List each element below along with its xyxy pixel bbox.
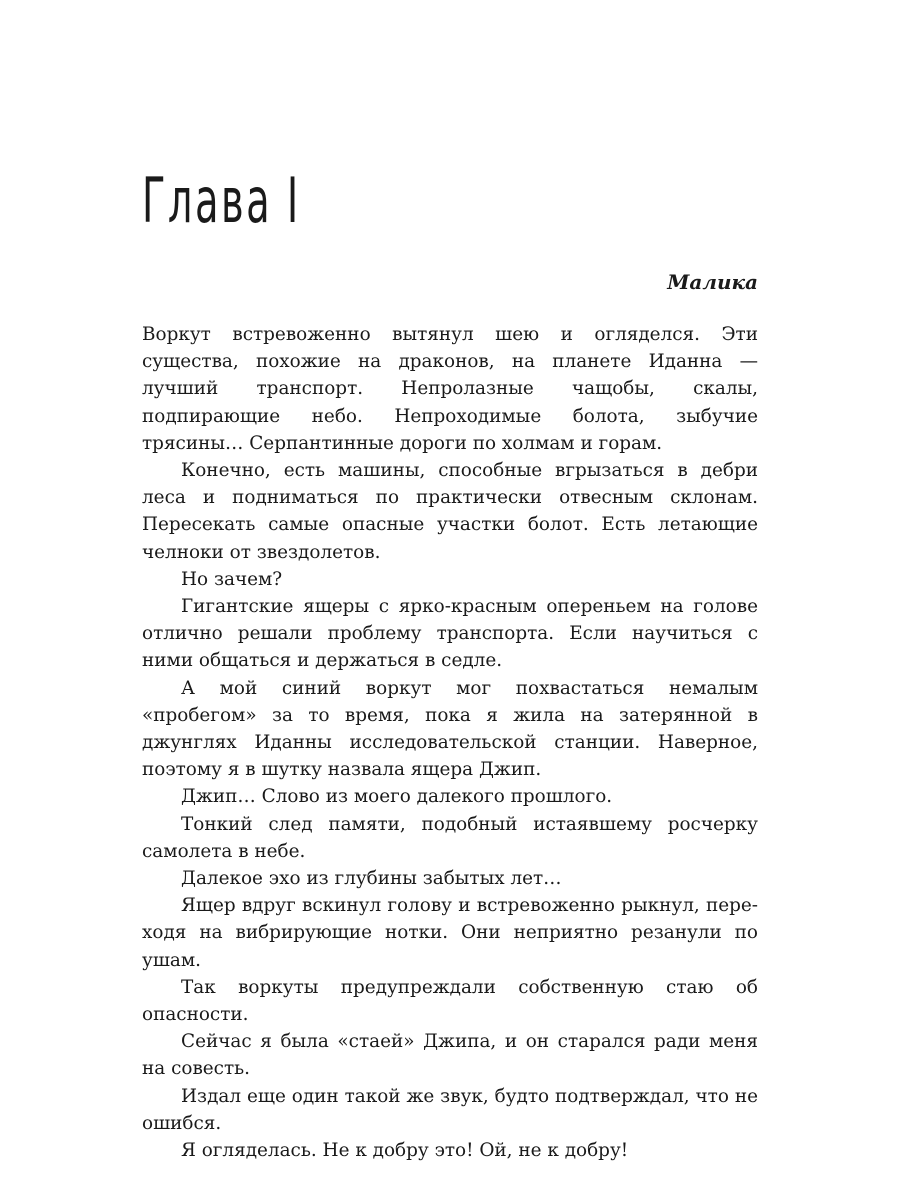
paragraph: А мой синий воркут мог похвастаться немалым «пробегом» за то время, пока я жила на затерянной в джунглях Иданны исследовательской станции. Наверное, поэтому я в шутку назвала ящера Джип.	[142, 677, 758, 781]
narrator-name: Малика	[667, 270, 758, 294]
paragraph: Сейчас я была «стаей» Джипа, и он старался ради меня на совесть.	[142, 1031, 758, 1080]
chapter-title: Глава I	[142, 164, 301, 237]
paragraph: Но зачем?	[181, 568, 283, 590]
paragraph: Конечно, есть машины, способные вгрызаться в дебри леса и подниматься по практически отвесным склонам. Пересекать самые опасные участки болот. Есть летающие челноки от звездолетов.	[142, 460, 758, 563]
paragraph: Так воркуты предупреждали собственную стаю об опасности.	[142, 976, 758, 1026]
body-text	[142, 321, 758, 1164]
paragraph: Далекое эхо из глубины забытых лет…	[181, 868, 562, 890]
paragraph: Издал еще один такой же звук, будто подтверждал, что не ошибся.	[142, 1085, 758, 1134]
paragraph: Я огляделась. Не к добру это! Ой, не к добру!	[181, 1140, 629, 1162]
paragraph: Гигантские ящеры с ярко-красным опереньем на голове отлично решали проблему транспорта. Если научиться с ними общаться и держаться в седле.	[142, 596, 758, 672]
paragraph: Джип… Слово из моего далекого прошлого.	[181, 786, 613, 808]
paragraph: Ящер вдруг вскинул голову и встревоженно рыкнул, переходя на вибрирующие нотки. Они неприятно резанули по ушам.	[142, 895, 758, 971]
paragraph: Тонкий след памяти, подобный истаявшему росчерку самолета в небе.	[142, 813, 758, 862]
paragraph: Воркут встревоженно вытянул шею и огляделся. Эти существа, похожие на драконов, на планете Иданна — лучший транспорт. Непролазные чащобы, скалы, подпирающие небо. Непроходимые болота, зыбучие трясины… Серпантинные дороги по холмам и горам.	[142, 324, 758, 454]
